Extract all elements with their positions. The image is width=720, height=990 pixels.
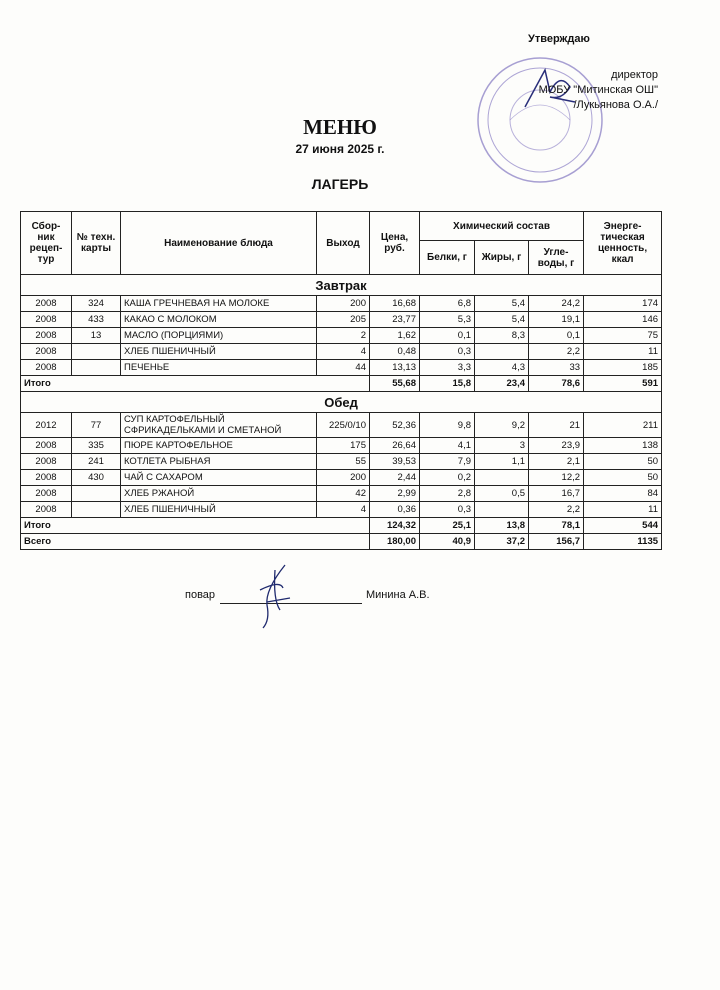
total-row [21,518,662,534]
header-fats: Жиры, г [475,241,529,275]
tech-card-cell [72,502,121,518]
tech-card-cell: 13 [72,328,121,344]
fats-cell: 9,2 [475,413,529,438]
collection-cell: 2008 [21,360,72,376]
price-cell: 52,36 [370,413,420,438]
header-price: Цена, руб. [370,212,420,275]
total-energy: 1135 [584,534,662,550]
collection-cell: 2012 [21,413,72,438]
dish-name-cell: КАША ГРЕЧНЕВАЯ НА МОЛОКЕ [121,296,317,312]
collection-cell: 2008 [21,486,72,502]
dish-name-cell: ПЕЧЕНЬЕ [121,360,317,376]
total-row [21,376,662,392]
fats-cell: 5,4 [475,312,529,328]
header-tech-card: № техн. карты [72,212,121,275]
table-row [21,486,662,502]
tech-card-cell [72,486,121,502]
energy-cell: 146 [584,312,662,328]
carbs-cell: 2,1 [529,454,584,470]
dish-name-cell: ХЛЕБ ПШЕНИЧНЫЙ [121,344,317,360]
fats-cell [475,344,529,360]
portion-cell: 4 [317,502,370,518]
fats-cell [475,470,529,486]
header-chem: Химический состав [420,212,584,241]
total-proteins: 15,8 [420,376,475,392]
carbs-cell: 0,1 [529,328,584,344]
total-label: Всего [21,534,370,550]
table-row [21,502,662,518]
carbs-cell: 12,2 [529,470,584,486]
table-row [21,470,662,486]
table-row [21,328,662,344]
price-cell: 39,53 [370,454,420,470]
tech-card-cell: 324 [72,296,121,312]
total-carbs: 156,7 [529,534,584,550]
price-cell: 16,68 [370,296,420,312]
tech-card-cell: 241 [72,454,121,470]
proteins-cell: 2,8 [420,486,475,502]
price-cell: 13,13 [370,360,420,376]
carbs-cell: 19,1 [529,312,584,328]
proteins-cell: 3,3 [420,360,475,376]
total-label: Итого [21,376,370,392]
carbs-cell: 2,2 [529,344,584,360]
energy-cell: 50 [584,470,662,486]
collection-cell: 2008 [21,344,72,360]
tech-card-cell [72,360,121,376]
tech-card-cell: 433 [72,312,121,328]
portion-cell: 42 [317,486,370,502]
dish-name-cell: ЧАЙ С САХАРОМ [121,470,317,486]
total-proteins: 25,1 [420,518,475,534]
section-header [21,275,662,296]
collection-cell: 2008 [21,328,72,344]
fats-cell: 4,3 [475,360,529,376]
header-proteins: Белки, г [420,241,475,275]
portion-cell: 225/0/10 [317,413,370,438]
cook-signature [245,560,305,630]
energy-cell: 84 [584,486,662,502]
collection-cell: 2008 [21,296,72,312]
dish-name-cell: ПЮРЕ КАРТОФЕЛЬНОЕ [121,438,317,454]
tech-card-cell: 430 [72,470,121,486]
collection-cell: 2008 [21,438,72,454]
section-title: Завтрак [21,275,662,296]
collection-cell: 2008 [21,454,72,470]
portion-cell: 200 [317,296,370,312]
total-price: 124,32 [370,518,420,534]
portion-cell: 200 [317,470,370,486]
camp-title: ЛАГЕРЬ [311,176,369,192]
dish-name-cell: КОТЛЕТА РЫБНАЯ [121,454,317,470]
cook-name: Минина А.В. [366,589,430,601]
energy-cell: 211 [584,413,662,438]
portion-cell: 4 [317,344,370,360]
fats-cell: 5,4 [475,296,529,312]
fats-cell: 3 [475,438,529,454]
energy-cell: 11 [584,344,662,360]
approval-name: /Лукьянова О.А./ [573,99,658,111]
proteins-cell: 0,3 [420,502,475,518]
carbs-cell: 23,9 [529,438,584,454]
energy-cell: 11 [584,502,662,518]
collection-cell: 2008 [21,502,72,518]
portion-cell: 44 [317,360,370,376]
section-title: Обед [21,392,662,413]
portion-cell: 205 [317,312,370,328]
approval-title: Утверждаю [528,33,590,45]
carbs-cell: 24,2 [529,296,584,312]
fats-cell [475,502,529,518]
header-dish: Наименование блюда [121,212,317,275]
tech-card-cell: 77 [72,413,121,438]
proteins-cell: 7,9 [420,454,475,470]
energy-cell: 50 [584,454,662,470]
table-row [21,360,662,376]
fats-cell: 8,3 [475,328,529,344]
total-energy: 544 [584,518,662,534]
proteins-cell: 0,1 [420,328,475,344]
proteins-cell: 4,1 [420,438,475,454]
collection-cell: 2008 [21,312,72,328]
total-label: Итого [21,518,370,534]
section-header [21,392,662,413]
price-cell: 2,44 [370,470,420,486]
carbs-cell: 16,7 [529,486,584,502]
price-cell: 26,64 [370,438,420,454]
dish-name-cell: ХЛЕБ РЖАНОЙ [121,486,317,502]
energy-cell: 138 [584,438,662,454]
total-energy: 591 [584,376,662,392]
energy-cell: 75 [584,328,662,344]
portion-cell: 2 [317,328,370,344]
carbs-cell: 2,2 [529,502,584,518]
total-carbs: 78,6 [529,376,584,392]
table-row [21,296,662,312]
approval-position: директор [611,69,658,81]
proteins-cell: 9,8 [420,413,475,438]
price-cell: 2,99 [370,486,420,502]
table-row [21,438,662,454]
carbs-cell: 33 [529,360,584,376]
header-carbs: Угле-воды, г [529,241,584,275]
price-cell: 1,62 [370,328,420,344]
page-title: МЕНЮ [303,115,377,139]
tech-card-cell: 335 [72,438,121,454]
table-row [21,454,662,470]
table-row [21,344,662,360]
energy-cell: 185 [584,360,662,376]
dish-name-cell: ХЛЕБ ПШЕНИЧНЫЙ [121,502,317,518]
total-fats: 13,8 [475,518,529,534]
total-row [21,534,662,550]
proteins-cell: 0,3 [420,344,475,360]
fats-cell: 0,5 [475,486,529,502]
fats-cell: 1,1 [475,454,529,470]
total-fats: 37,2 [475,534,529,550]
dish-name-cell: КАКАО С МОЛОКОМ [121,312,317,328]
total-carbs: 78,1 [529,518,584,534]
carbs-cell: 21 [529,413,584,438]
approval-organization: МОБУ "Митинская ОШ" [538,84,658,96]
energy-cell: 174 [584,296,662,312]
price-cell: 0,48 [370,344,420,360]
total-fats: 23,4 [475,376,529,392]
total-price: 55,68 [370,376,420,392]
total-price: 180,00 [370,534,420,550]
menu-table [20,211,662,550]
price-cell: 23,77 [370,312,420,328]
header-energy: Энерге-тическая ценность, ккал [584,212,662,275]
portion-cell: 175 [317,438,370,454]
proteins-cell: 5,3 [420,312,475,328]
dish-name-cell: СУП КАРТОФЕЛЬНЫЙ СФРИКАДЕЛЬКАМИ И СМЕТАНОЙ [121,413,317,438]
dish-name-cell: МАСЛО (ПОРЦИЯМИ) [121,328,317,344]
collection-cell: 2008 [21,470,72,486]
menu-date: 27 июня 2025 г. [295,142,385,156]
table-row [21,312,662,328]
cook-label: повар [185,589,216,601]
table-row [21,413,662,438]
price-cell: 0,36 [370,502,420,518]
portion-cell: 55 [317,454,370,470]
header-portion: Выход [317,212,370,275]
proteins-cell: 6,8 [420,296,475,312]
total-proteins: 40,9 [420,534,475,550]
proteins-cell: 0,2 [420,470,475,486]
tech-card-cell [72,344,121,360]
header-collection: Сбор-ник рецеп-тур [21,212,72,275]
